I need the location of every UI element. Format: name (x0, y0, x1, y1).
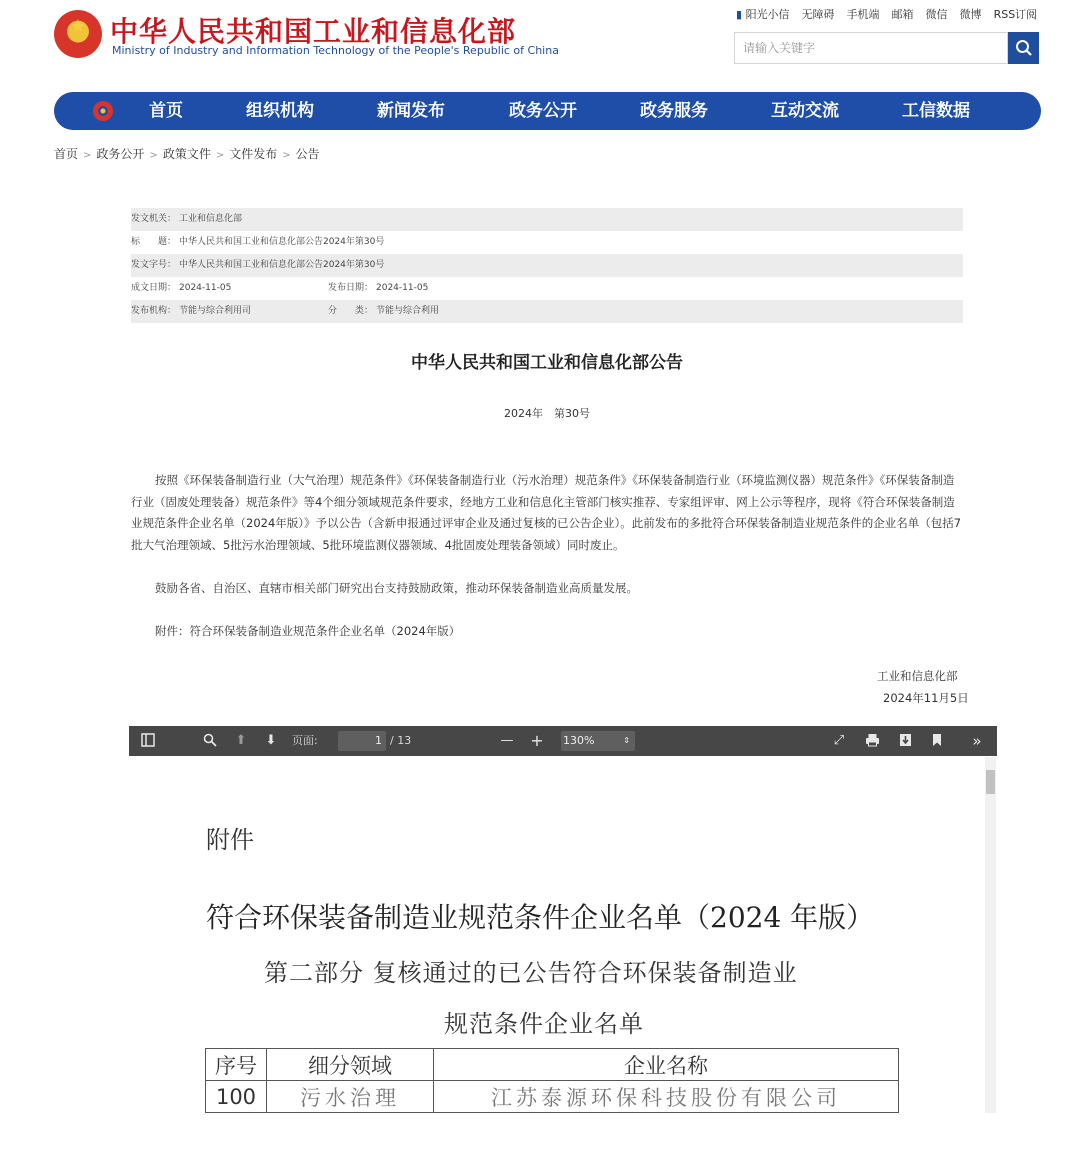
pdf-part-title-line1: 第二部分 复核通过的已公告符合环保装备制造业 (264, 959, 798, 987)
header-field: 细分领域 (267, 1049, 434, 1081)
meta-issuer: 工业和信息化部 (179, 214, 243, 224)
row-field: 污水治理 (267, 1081, 434, 1113)
meta-org: 节能与综合利用司 (179, 306, 252, 316)
row-company: 江苏泰源环保科技股份有限公司 (434, 1081, 899, 1113)
top-link-accessibility[interactable]: 无障碍 (801, 8, 835, 21)
search-icon (1015, 39, 1033, 57)
meta-dates-row (131, 277, 963, 300)
ministry-logo-icon (90, 98, 116, 124)
breadcrumb-notice[interactable]: 公告 (295, 147, 320, 161)
meta-issuer-row (131, 208, 963, 231)
search-input[interactable]: 请输入关键字 (734, 32, 1008, 64)
meta-org-row (131, 300, 963, 323)
article-title: 中华人民共和国工业和信息化部公告 (411, 353, 683, 373)
pdf-part-title-line2: 规范条件企业名单 (444, 1010, 644, 1038)
page-total: / 13 (390, 734, 412, 747)
meta-written-label: 成文日期： (131, 283, 177, 293)
article-date: 2024年11月5日 (883, 691, 969, 705)
meta-issuer-label: 发文机关： (131, 214, 177, 224)
pdf-attachment-label: 附件 (206, 826, 254, 854)
article-paragraph-2: 鼓励各省、自治区、直辖市相关部门研究出台支持鼓励政策，推动环保装备制造业高质量发展。 (155, 581, 638, 595)
top-link-mail[interactable]: 邮箱 (891, 8, 914, 21)
print-icon[interactable] (864, 733, 880, 749)
zoom-out-icon[interactable]: — (500, 733, 514, 748)
table-row (206, 1081, 899, 1113)
previous-page-icon[interactable]: ⬆ (235, 733, 247, 748)
top-link-rss[interactable]: RSS订阅 (993, 8, 1038, 21)
meta-publish-label: 发布日期： (328, 283, 374, 293)
chevron-updown-icon: ⇕ (623, 736, 630, 745)
meta-title: 中华人民共和国工业和信息化部公告2024年第30号 (179, 237, 385, 247)
pdf-scrollbar-thumb[interactable] (986, 770, 995, 794)
zoom-in-icon[interactable]: + (530, 731, 544, 750)
nav-government-services[interactable]: 政务服务 (640, 101, 708, 121)
zoom-value: 130% (563, 734, 595, 747)
page-number-input[interactable]: 1 (338, 731, 386, 751)
nav-interaction[interactable]: 互动交流 (771, 101, 839, 121)
meta-title-row (131, 231, 963, 254)
meta-docno-label: 发文字号： (131, 260, 177, 270)
article-number: 2024年 第30号 (504, 407, 590, 420)
next-page-icon[interactable]: ⬇ (265, 733, 277, 748)
site-subtitle: Ministry of Industry and Information Technology of the People's Republic of China (112, 44, 559, 57)
more-tools-icon[interactable]: » (972, 732, 982, 750)
download-icon[interactable] (897, 733, 913, 749)
header-number: 序号 (206, 1049, 267, 1081)
article-paragraph-1: 按照《环保装备制造行业（大气治理）规范条件》《环保装备制造行业（污水治理）规范条件》《环保装备制造行业（环境监测仪器）规范条件》《环保装备制造行业（固废处理装备）规范条件》等4个细分领域规范条件要求，经地方工业和信息化主管部门核实推荐、专家组评审、网上公示等程序，现将《符合环保装备制造业规范条件企业名单（2024年版）》予以公告（含新申报通过评审企业及通过复核的已公告企业）。此前发布的多批符合环保装备制造业规范条件的企业名单（包括7批大气治理领域、5批污水治理领域、5批环境监测仪器领域、4批固废处理装备领域）同时废止。 (131, 473, 962, 552)
breadcrumb-home[interactable]: 首页 (54, 147, 79, 161)
nav-home[interactable]: 首页 (149, 101, 183, 121)
breadcrumb-publish[interactable]: 文件发布 (229, 147, 278, 161)
pdf-scrollbar[interactable] (985, 757, 996, 1113)
meta-written-date: 2024-11-05 (179, 283, 232, 293)
page-label: 页面: (292, 734, 318, 747)
meta-category-label: 分 类： (328, 306, 374, 316)
meta-publish-date: 2024-11-05 (376, 283, 429, 293)
top-links (736, 6, 1037, 22)
meta-category: 节能与综合利用 (376, 306, 440, 316)
header-company: 企业名称 (434, 1049, 899, 1081)
meta-docno: 中华人民共和国工业和信息化部公告2024年第30号 (179, 260, 385, 270)
breadcrumb-policy[interactable]: 政策文件 (162, 147, 211, 161)
find-icon[interactable] (202, 733, 218, 749)
meta-org-label: 发布机构： (131, 306, 177, 316)
row-number: 100 (206, 1081, 267, 1113)
meta-docno-row (131, 254, 963, 277)
search-button[interactable] (1008, 32, 1039, 64)
nav-data[interactable]: 工信数据 (902, 101, 970, 121)
top-link-weibo[interactable]: 微博 (959, 8, 982, 21)
breadcrumb-gov-affairs[interactable]: 政务公开 (96, 147, 145, 161)
presentation-mode-icon[interactable]: ⤢ (833, 733, 845, 748)
breadcrumb: 首页 > 政务公开 > 政策文件 > 文件发布 > 公告 (54, 147, 320, 161)
top-link-sunshine[interactable]: ▮ 阳光小信 (736, 8, 790, 21)
article-attachment-link[interactable]: 附件：符合环保装备制造业规范条件企业名单（2024年版） (155, 624, 461, 638)
table-header-row (206, 1049, 899, 1081)
pdf-document-title: 符合环保装备制造业规范条件企业名单（2024 年版） (206, 901, 875, 934)
top-link-wechat[interactable]: 微信 (925, 8, 948, 21)
mascot-icon: ▮ (736, 8, 743, 21)
company-table (205, 1048, 899, 1113)
bookmark-icon[interactable] (929, 733, 945, 749)
nav-government-affairs[interactable]: 政务公开 (509, 101, 577, 121)
zoom-select[interactable] (561, 731, 635, 751)
meta-title-label: 标 题： (131, 237, 177, 247)
site-title: 中华人民共和国工业和信息化部 (110, 15, 517, 48)
nav-organization[interactable]: 组织机构 (246, 101, 314, 121)
article-signature: 工业和信息化部 (877, 669, 958, 683)
national-emblem-icon: ★ (54, 10, 102, 58)
nav-news[interactable]: 新闻发布 (377, 101, 445, 121)
sidebar-toggle-icon[interactable] (140, 733, 156, 749)
top-link-mobile[interactable]: 手机端 (846, 8, 880, 21)
